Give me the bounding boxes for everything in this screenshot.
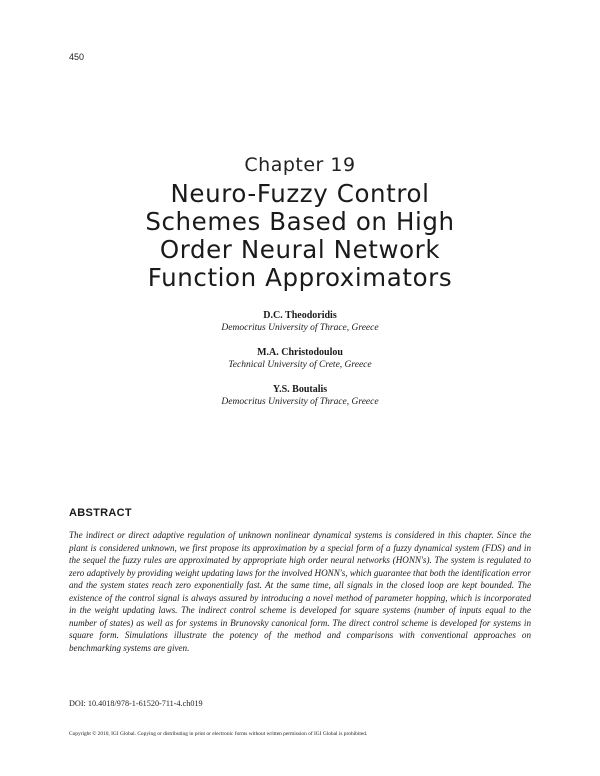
author-affiliation: Technical University of Crete, Greece: [228, 360, 372, 370]
abstract-heading: ABSTRACT: [69, 507, 132, 519]
chapter-title-line: Function Approximators: [147, 263, 453, 292]
author-affiliation: Democritus University of Thrace, Greece: [221, 397, 379, 407]
chapter-title-line: Order Neural Network: [159, 235, 441, 264]
chapter-label: Chapter 19: [244, 154, 356, 176]
author-name: D.C. Theodoridis: [263, 310, 337, 321]
author-block: [0, 309, 600, 334]
page-number: 450: [69, 52, 85, 62]
doi-line: DOI: 10.4018/978-1-61520-711-4.ch019: [69, 699, 203, 708]
author-name: M.A. Christodoulou: [257, 347, 343, 358]
copyright-notice: Copyright © 2010, IGI Global. Copying or distributing in print or electronic forms without written permission of IGI Global is prohibited.: [69, 731, 368, 737]
abstract-body: The indirect or direct adaptive regulation of unknown nonlinear dynamical systems is considered in this chapter. Since the plant is considered unknown, we first propose its approximation by a special form of a fuzzy dynamical system (FDS) and in the sequel the fuzzy rules are approximated by appropriate high order neural networks (HONN's). The system is regulated to zero adaptively by providing weight updating laws for the involved HONN's, which guarantee that both the identification error and the system states reach zero exponentially fast. At the same time, all signals in the closed loop are kept bounded. The existence of the control signal is always assured by introducing a novel method of parameter hopping, which is incorporated in the weight updating laws. The indirect control scheme is developed for square systems (number of inputs equal to the number of states) as well as for systems in Brunovsky canonical form. The direct control scheme is developed for systems in square form. Simulations illustrate the potency of the method and comparisons with conventional approaches on benchmarking systems are given.: [69, 530, 531, 653]
author-list: [0, 309, 600, 420]
author-affiliation: Democritus University of Thrace, Greece: [221, 323, 379, 333]
author-block: [0, 346, 600, 371]
chapter-title-line: Neuro-Fuzzy Control: [170, 179, 430, 208]
author-name: Y.S. Boutalis: [272, 384, 328, 395]
chapter-title-line: Schemes Based on High: [145, 207, 455, 236]
author-block: [0, 383, 600, 408]
chapter-title: [60, 180, 540, 292]
